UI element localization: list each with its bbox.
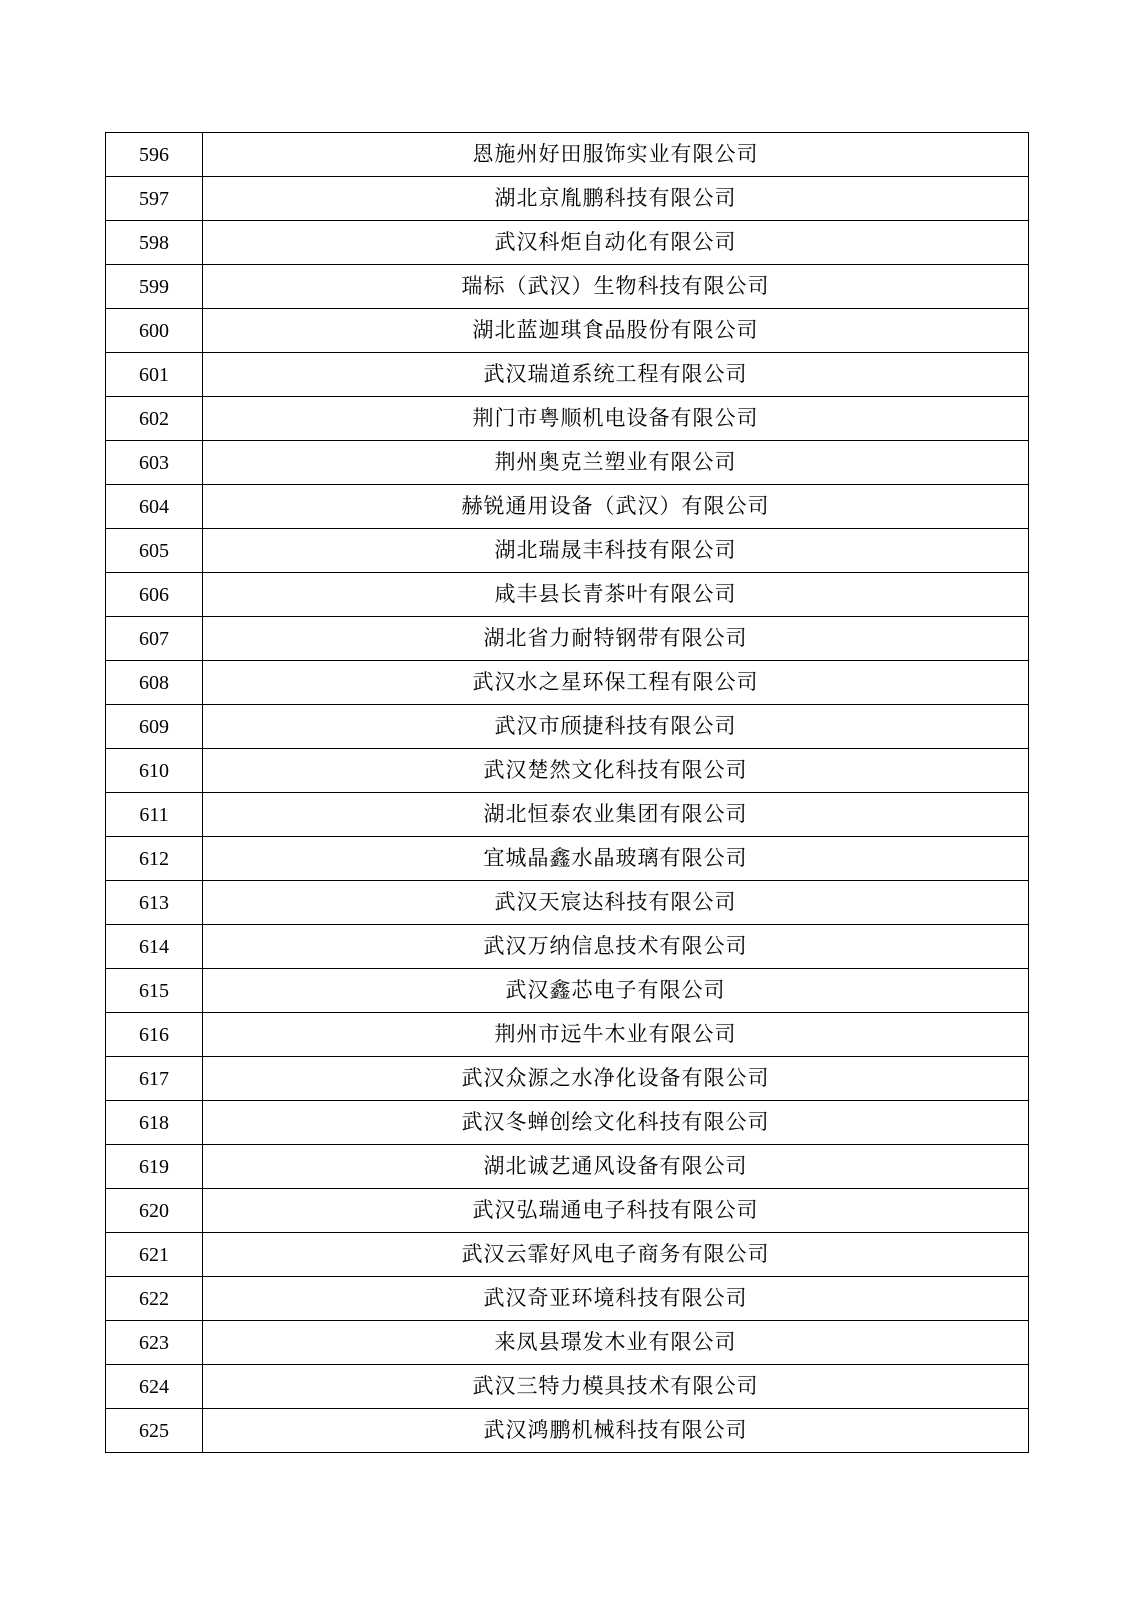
company-name-cell: 荆州市远牛木业有限公司 [203,1013,1029,1057]
company-name-cell: 湖北瑞晟丰科技有限公司 [203,529,1029,573]
row-number-cell: 615 [106,969,203,1013]
company-name-cell: 武汉瑞道系统工程有限公司 [203,353,1029,397]
table-row [106,441,1029,485]
company-name-cell: 武汉市颀捷科技有限公司 [203,705,1029,749]
table-row [106,1409,1029,1453]
row-number-cell: 604 [106,485,203,529]
table-row [106,1365,1029,1409]
row-number-cell: 596 [106,133,203,177]
row-number-cell: 619 [106,1145,203,1189]
table-row [106,837,1029,881]
table-row [106,1321,1029,1365]
company-name-cell: 湖北省力耐特钢带有限公司 [203,617,1029,661]
company-name-cell: 恩施州好田服饰实业有限公司 [203,133,1029,177]
table-row [106,1057,1029,1101]
row-number-cell: 611 [106,793,203,837]
row-number-cell: 607 [106,617,203,661]
row-number-cell: 618 [106,1101,203,1145]
row-number-cell: 600 [106,309,203,353]
table-row [106,573,1029,617]
table-row [106,1013,1029,1057]
row-number-cell: 606 [106,573,203,617]
company-name-cell: 武汉众源之水净化设备有限公司 [203,1057,1029,1101]
row-number-cell: 605 [106,529,203,573]
company-name-cell: 湖北蓝迦琪食品股份有限公司 [203,309,1029,353]
company-name-cell: 荆门市粤顺机电设备有限公司 [203,397,1029,441]
table-row [106,925,1029,969]
table-row [106,793,1029,837]
table-row [106,397,1029,441]
table-row [106,749,1029,793]
table-body [106,133,1029,1453]
row-number-cell: 610 [106,749,203,793]
table-row [106,661,1029,705]
row-number-cell: 613 [106,881,203,925]
table-row [106,309,1029,353]
row-number-cell: 603 [106,441,203,485]
company-name-cell: 武汉楚然文化科技有限公司 [203,749,1029,793]
table-row [106,881,1029,925]
company-name-cell: 武汉天宸达科技有限公司 [203,881,1029,925]
table-row [106,1277,1029,1321]
company-name-cell: 武汉奇亚环境科技有限公司 [203,1277,1029,1321]
company-name-cell: 荆州奥克兰塑业有限公司 [203,441,1029,485]
table-row [106,353,1029,397]
row-number-cell: 612 [106,837,203,881]
table-row [106,133,1029,177]
company-name-cell: 咸丰县长青茶叶有限公司 [203,573,1029,617]
company-name-cell: 湖北恒泰农业集团有限公司 [203,793,1029,837]
company-name-cell: 武汉万纳信息技术有限公司 [203,925,1029,969]
row-number-cell: 620 [106,1189,203,1233]
table-row [106,1101,1029,1145]
company-name-cell: 来凤县璟发木业有限公司 [203,1321,1029,1365]
table-row [106,1233,1029,1277]
row-number-cell: 608 [106,661,203,705]
table-row [106,221,1029,265]
company-list-table [105,132,1029,1453]
row-number-cell: 599 [106,265,203,309]
company-name-cell: 武汉科炬自动化有限公司 [203,221,1029,265]
table-row [106,617,1029,661]
row-number-cell: 597 [106,177,203,221]
table-row [106,265,1029,309]
company-name-cell: 武汉三特力模具技术有限公司 [203,1365,1029,1409]
company-name-cell: 武汉水之星环保工程有限公司 [203,661,1029,705]
company-name-cell: 武汉弘瑞通电子科技有限公司 [203,1189,1029,1233]
company-name-cell: 赫锐通用设备（武汉）有限公司 [203,485,1029,529]
row-number-cell: 617 [106,1057,203,1101]
company-name-cell: 武汉冬蝉创绘文化科技有限公司 [203,1101,1029,1145]
row-number-cell: 621 [106,1233,203,1277]
company-name-cell: 武汉鸿鹏机械科技有限公司 [203,1409,1029,1453]
company-name-cell: 武汉云霏好风电子商务有限公司 [203,1233,1029,1277]
table-row [106,705,1029,749]
row-number-cell: 609 [106,705,203,749]
row-number-cell: 624 [106,1365,203,1409]
company-name-cell: 宜城晶鑫水晶玻璃有限公司 [203,837,1029,881]
table-row [106,485,1029,529]
company-name-cell: 瑞标（武汉）生物科技有限公司 [203,265,1029,309]
table-row [106,177,1029,221]
row-number-cell: 602 [106,397,203,441]
row-number-cell: 616 [106,1013,203,1057]
table-row [106,529,1029,573]
row-number-cell: 623 [106,1321,203,1365]
row-number-cell: 614 [106,925,203,969]
row-number-cell: 601 [106,353,203,397]
table-row [106,1189,1029,1233]
row-number-cell: 598 [106,221,203,265]
table-row [106,969,1029,1013]
table-row [106,1145,1029,1189]
company-name-cell: 武汉鑫芯电子有限公司 [203,969,1029,1013]
company-name-cell: 湖北京胤鹏科技有限公司 [203,177,1029,221]
row-number-cell: 625 [106,1409,203,1453]
row-number-cell: 622 [106,1277,203,1321]
company-name-cell: 湖北诚艺通风设备有限公司 [203,1145,1029,1189]
